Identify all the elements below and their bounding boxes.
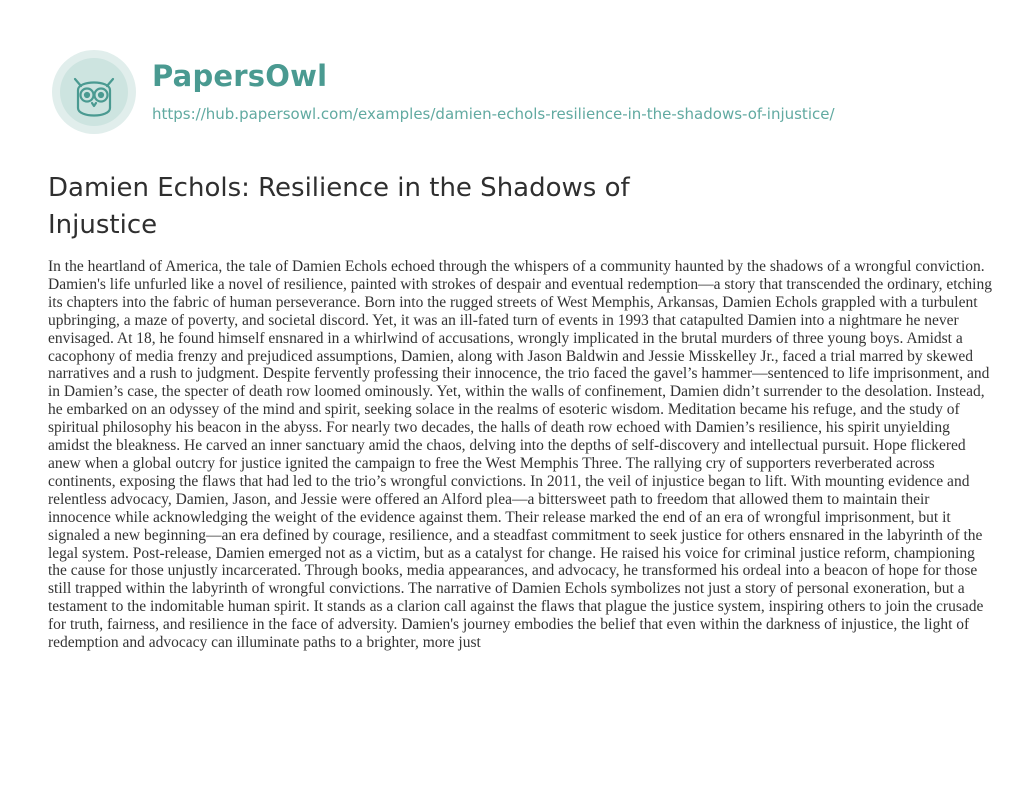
brand-name[interactable]: PapersOwl (152, 59, 328, 93)
owl-logo-icon[interactable] (48, 46, 140, 138)
site-header (48, 34, 988, 134)
article-body: In the heartland of America, the tale of Damien Echols echoed through the whispers of a community haunted by the shadows of a wrongful conviction. Damien's life unfurled like a novel of resilience, painted with strokes of despair and eventual redemption—a story that transcended the ordinary, etching its chapters into the fabric of human perseverance. Born into the rugged streets of West Memphis, Arkansas, Damien Echols grappled with a turbulent upbringing, a maze of poverty, and societal discord. Yet, it was an ill-fated turn of events in 1993 that catapulted Damien into a nightmare he never envisaged. At 18, he found himself ensnared in a whirlwind of accusations, wrongly implicated in the brutal murders of three young boys. Amidst a cacophony of media frenzy and prejudiced assumptions, Damien, along with Jason Baldwin and Jessie Misskelley Jr., faced a trial marred by skewed narratives and a rush to judgment. Despite fervently professing their innocence, the trio faced the gavel’s hammer—sentenced to life imprisonment, and in Damien’s case, the specter of death row loomed ominously. Yet, within the walls of confinement, Damien didn’t surrender to the desolation. Instead, he embarked on an odyssey of the mind and spirit, seeking solace in the realms of esoteric wisdom. Meditation became his refuge, and the study of spiritual philosophy his beacon in the abyss. For nearly two decades, the halls of death row echoed with Damien’s resilience, his spirit unyielding amidst the bleakness. He carved an inner sanctuary amid the chaos, delving into the depths of self-discovery and intellectual pursuit. Hope flickered anew when a global outcry for justice ignited the campaign to free the West Memphis Three. The rallying cry of supporters reverberated across continents, exposing the flaws that had led to the trio’s wrongful convictions. In 2011, the veil of injustice began to lift. With mounting evidence and relentless advocacy, Damien, Jason, and Jessie were offered an Alford plea—a bittersweet path to freedom that allowed them to maintain their innocence while acknowledging the weight of the evidence against them. Their release marked the end of an era of wrongful imprisonment, but it signaled a new beginning—an era defined by courage, resilience, and a steadfast commitment to seek justice for others ensnared in the labyrinth of the legal system. Post-release, Damien emerged not as a victim, but as a catalyst for change. He raised his voice for criminal justice reform, championing the cause for those unjustly incarcerated. Through books, media appearances, and advocacy, he transformed his ordeal into a beacon of hope for those still trapped within the labyrinth of wrongful convictions. The narrative of Damien Echols symbolizes not just a story of personal exoneration, but a testament to the indomitable human spirit. It stands as a clarion call against the flaws that plague the justice system, inspiring others to join the crusade for truth, fairness, and resilience in the face of adversity. Damien's journey embodies the belief that even within the darkness of injustice, the light of redemption and advocacy can illuminate paths to a brighter, more just (48, 258, 992, 652)
article-title: Damien Echols: Resilience in the Shadows of Injustice (48, 173, 630, 240)
page-url[interactable]: https://hub.papersowl.com/examples/damien-echols-resilience-in-the-shadows-of-injustice/ (152, 105, 835, 123)
